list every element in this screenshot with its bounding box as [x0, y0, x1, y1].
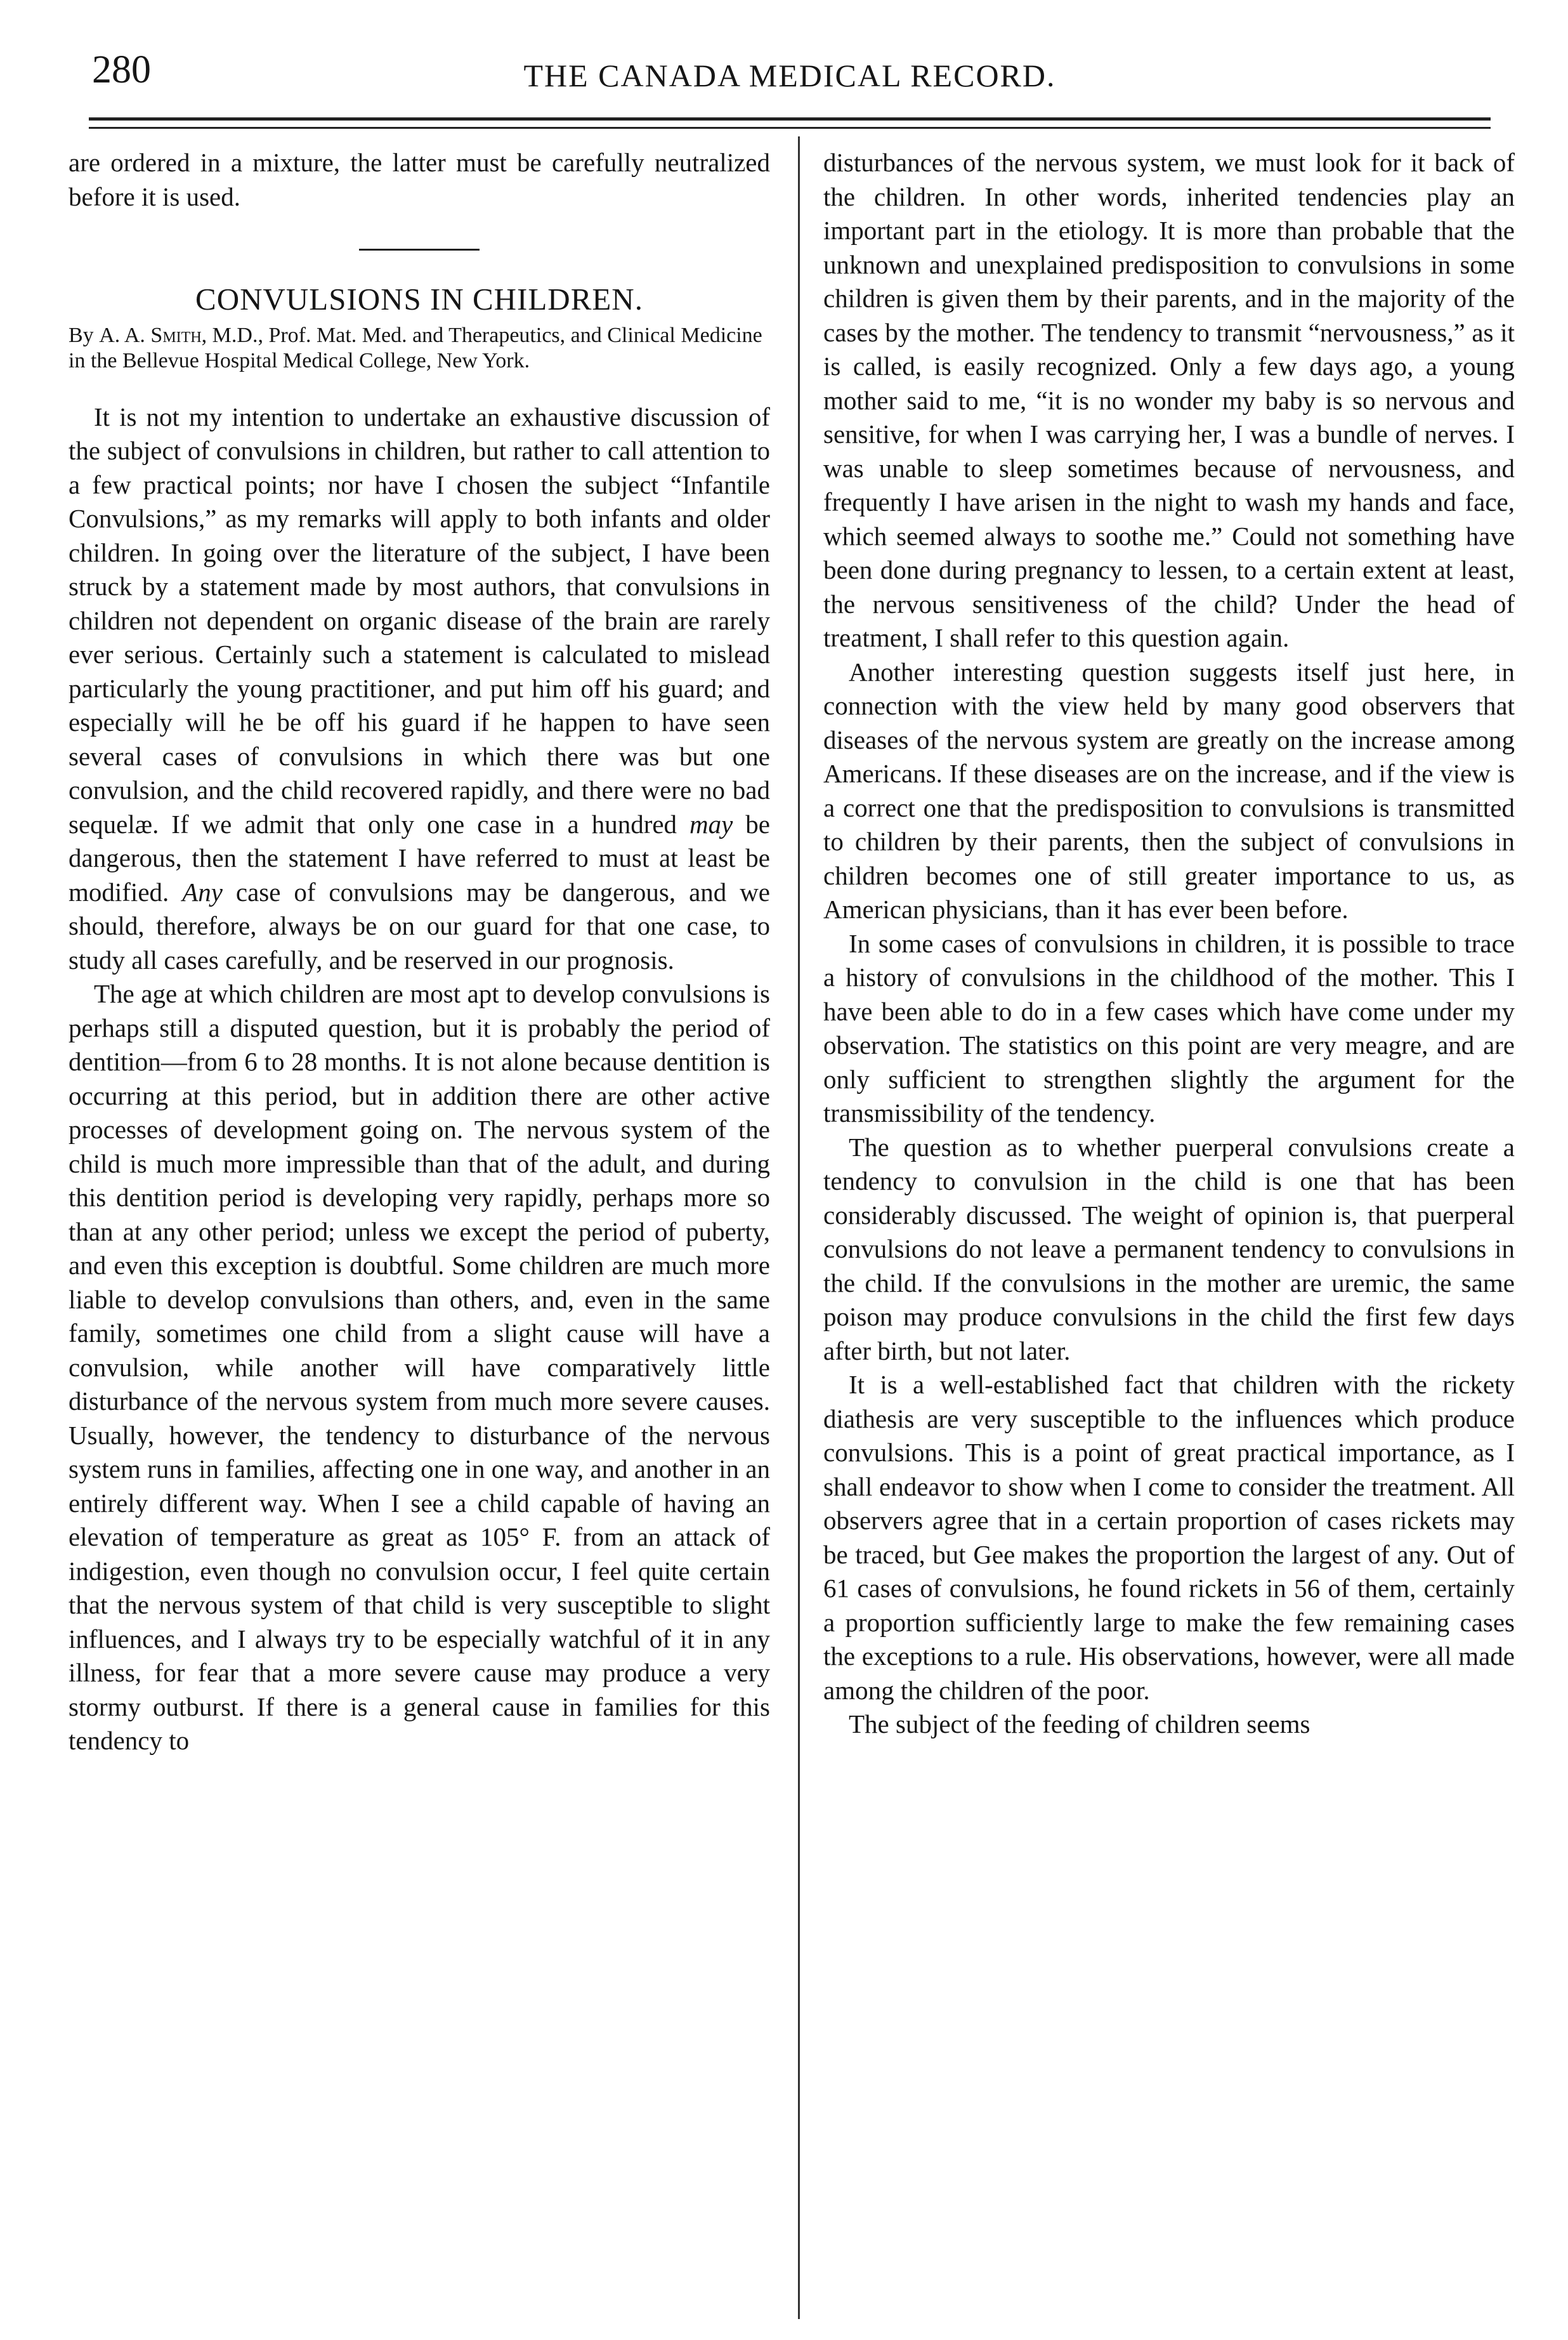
paragraph-1-text-a: It is not my intention to undertake an exhaustive discussion of the subject of convulsions in children, but rather to call attention to a few practical points; nor have I chosen the subject “Infantile Convulsions,” as my remarks will apply to both infants and older children. In going over the literature of the subject, I have been struck by a statement made by most authors, that convulsions in children not dependent on organic disease of the brain are rarely ever serious. Certainly such a statement is calculated to mislead particularly the young practitioner, and put him off his guard; and especially will he be off his guard if he happen to have seen several cases of convulsions in which there was but one convulsion, and the child recovered rapidly, and there were no bad sequelæ. If we admit that only one case in a hundred	[69, 402, 770, 839]
journal-title: THE CANADA MEDICAL RECORD.	[523, 58, 1056, 93]
continuation-paragraph: are ordered in a mixture, the latter must be carefully neutralized before it is used.	[69, 148, 770, 211]
paragraph-4: Another interesting question suggests itself just here, in connection with the view held by many good observers that diseases of the nervous system are greatly on the increase among Americans. If these diseases are on the increase, and if the view is a correct one that the predisposition to convulsions is transmitted to children by their parents, then the subject of convulsions in children becomes one of still greater importance to us, as American physicians, than it has ever been before.	[823, 657, 1515, 924]
byline-author: A. A. Smith	[99, 323, 202, 347]
paragraph-2: The age at which children are most apt to develop convulsions is perhaps still a disputed question, but it is probably the period of dentition—from 6 to 28 months. It is not alone because dentition is occurring at this period, but in addition there are other active processes of development going on. The nervous system of the child is much more impressible than that of the adult, and during this dentition period is developing very rapidly, perhaps more so than at any other period; unless we except the period of puberty, and even this exception is doubtful. Some children are much more liable to develop convulsions than others, and, even in the same family, sometimes one child from a slight cause will have a convulsion, while another will have comparatively little disturbance of the nervous system from much more severe causes. Usually, however, the tendency to disturbance of the nervous system runs in families, affecting one in one way, and another in an entirely different way. When I see a child capable of having an elevation of temperature as great as 105° F. from an attack of indigestion, even though no convulsion occur, I feel quite certain that the nervous system of that child is very susceptible to slight influences, and I always try to be especially watchful of it in any illness, for fear that a more severe cause may produce a very stormy outburst. If there is a general cause in families for this tendency to	[69, 979, 770, 1755]
paragraph-8: The subject of the feeding of children seems	[849, 1709, 1310, 1739]
paragraph-1	[69, 400, 770, 978]
left-column	[69, 146, 770, 2316]
paragraph-1-text-b: be dangerous, then the statement I have referred to must at least be modified.	[69, 809, 770, 907]
byline	[69, 323, 770, 374]
paragraph-3: disturbances of the nervous system, we must look for it back of the children. In other words, inherited tendencies play an important part in the etiology. It is more than probable that the unknown and unexplained predisposition to convulsions in some children is given them by their parents, and in the majority of the cases by the mother. The tendency to transmit “nervousness,” as it is called, is easily recognized. Only a few days ago, a young mother said to me, “it is no wonder my baby is so nervous and sensitive, for when I was carrying her, I was a bundle of nerves. I was unable to sleep sometimes because of nervousness, and frequently I have arisen in the night to wash my hands and face, which seemed always to soothe me.” Could not something have been done during pregnancy to lessen, to a certain extent at least, the nervous sensitiveness of the child? Under the head of treatment, I shall refer to this question again.	[823, 148, 1515, 652]
byline-affiliation: , M.D., Prof. Mat. Med. and Therapeutics, and Clinical Medicine in the Bellevue Hospital Medical College, New York.	[69, 323, 762, 372]
header-rule-thin	[89, 127, 1491, 129]
paragraph-1-emphasis-may: may	[689, 809, 733, 839]
header-rule	[89, 117, 1491, 121]
paragraph-1-text-c: case of convulsions may be dangerous, and we should, therefore, always be on our guard for that one case, to study all cases carefully, and be reserved in our prognosis.	[69, 877, 770, 975]
paragraph-5: In some cases of convulsions in children, it is possible to trace a history of convulsions in the childhood of the mother. This I have been able to do in a few cases which have come under my observation. The statistics on this point are very meagre, and are only sufficient to strengthen slightly the argument for the transmissibility of the tendency.	[823, 928, 1515, 1127]
paragraph-6: The question as to whether puerperal convulsions create a tendency to convulsion in the child is one that has been considerably discussed. The weight of opinion is, that puerperal convulsions do not leave a permanent tendency to convulsions in the child. If the convulsions in the mother are uremic, the same poison may produce convulsions in the child the first few days after birth, but not later.	[823, 1132, 1515, 1365]
paragraph-7: It is a well-established fact that children with the rickety diathesis are very susceptible to the influences which produce convulsions. This is a point of great practical importance, as I shall endeavor to show when I come to consider the treatment. All observers agree that in a certain proportion of cases rickets may be traced, but Gee makes the proportion the largest of any. Out of 61 cases of convulsions, he found rickets in 56 of them, certainly a proportion sufficiently large to make the few remaining cases the exceptions to a rule. His observations, however, were all made among the children of the poor.	[823, 1370, 1515, 1705]
page-header	[86, 44, 1494, 108]
article-title: CONVULSIONS IN CHILDREN.	[195, 282, 643, 317]
page-number: 280	[92, 48, 151, 91]
right-column	[823, 146, 1515, 2316]
title-rule	[359, 249, 480, 251]
byline-prefix: By	[69, 323, 100, 347]
column-divider	[798, 136, 800, 2319]
paragraph-1-emphasis-any: Any	[182, 877, 223, 907]
